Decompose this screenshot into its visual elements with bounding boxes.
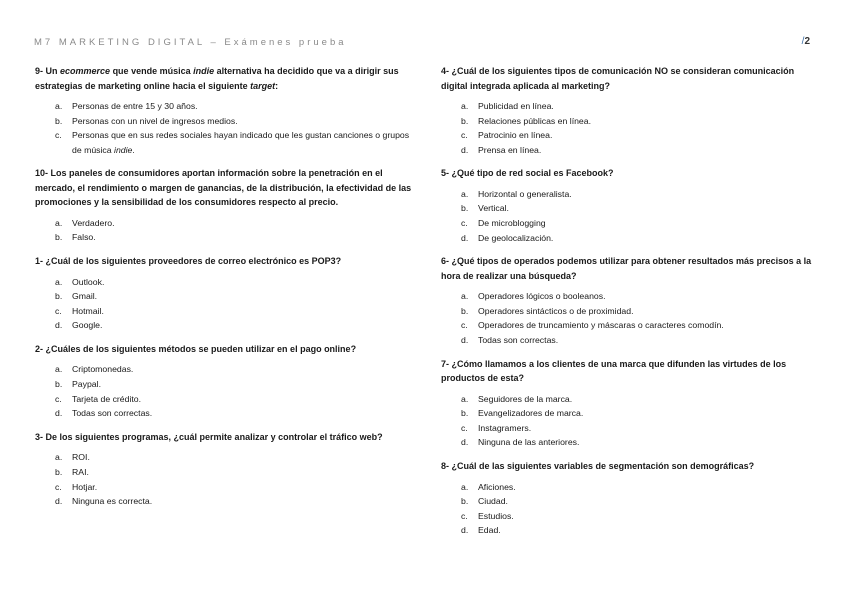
option-text [478, 480, 819, 495]
option-text [72, 128, 413, 157]
text-segment: que vende música [110, 66, 194, 76]
text-segment: RAI. [72, 466, 89, 477]
italic-text: target [250, 80, 276, 91]
text-segment: Ninguna de las anteriores. [478, 437, 580, 448]
text-segment: Hotjar. [72, 481, 98, 492]
option-text [72, 304, 413, 319]
option-item [35, 275, 413, 290]
text-segment: Horizontal o generalista. [478, 188, 572, 199]
question-text [35, 166, 413, 210]
option-letter: c. [55, 130, 62, 141]
option-letter: b. [55, 379, 63, 390]
option-letter: a. [55, 217, 63, 228]
option-letter: a. [461, 393, 469, 404]
text-segment: . [132, 144, 135, 155]
question-text [35, 342, 413, 357]
text-segment: Operadores de truncamiento y máscaras o caracteres comodín. [478, 320, 724, 331]
italic-text: indie [193, 66, 215, 76]
option-letter: a. [55, 364, 63, 375]
text-segment: Personas de entre 15 y 30 años. [72, 101, 198, 111]
page-number [802, 36, 810, 47]
option-letter: b. [461, 115, 469, 126]
text-segment: 7- ¿Cómo llamamos a los clientes de una marca que difunden las virtudes de los productos de esta? [441, 358, 787, 384]
options-list [35, 216, 413, 245]
option-text [478, 114, 819, 129]
option-letter: d. [55, 496, 63, 507]
option-item [35, 362, 413, 377]
options-list [441, 480, 819, 538]
option-item [441, 187, 819, 202]
left-column [35, 64, 413, 518]
text-segment: Patrocinio en línea. [478, 130, 553, 141]
text-segment: Vertical. [478, 203, 509, 214]
options-list [35, 275, 413, 333]
option-text [478, 231, 819, 246]
text-segment: Prensa en línea. [478, 144, 542, 155]
option-item [35, 480, 413, 495]
question-q1 [35, 254, 413, 333]
option-letter: a. [461, 101, 469, 111]
option-item [441, 435, 819, 450]
question-text [441, 166, 819, 181]
text-segment: Publicidad en línea. [478, 101, 554, 111]
option-text [478, 128, 819, 143]
question-q6 [441, 254, 819, 347]
question-q5 [441, 166, 819, 245]
option-text [478, 201, 819, 216]
option-letter: a. [55, 101, 63, 111]
text-segment: Paypal. [72, 379, 101, 390]
options-list [441, 289, 819, 347]
option-text [72, 230, 413, 245]
option-item [441, 216, 819, 231]
text-segment: Operadores sintácticos o de proximidad. [478, 305, 634, 316]
option-text [478, 494, 819, 509]
option-text [72, 392, 413, 407]
option-text [72, 99, 413, 114]
option-letter: d. [461, 335, 469, 346]
option-text [478, 216, 819, 231]
option-item [35, 318, 413, 333]
option-text [478, 318, 819, 333]
text-segment: : [275, 80, 279, 91]
text-segment: 9- Un [35, 66, 61, 76]
option-item [441, 114, 819, 129]
text-segment: Operadores lógicos o booleanos. [478, 291, 606, 302]
text-segment: De microblogging [478, 218, 546, 229]
option-text [478, 304, 819, 319]
option-item [441, 392, 819, 407]
text-segment: 10- Los paneles de consumidores aportan información sobre la penetración en el mercado, el rendimiento o margen de ganancias, de la distribución, la efectividad de las promociones y la sensibilidad de los consumidores respecto al precio. [35, 168, 412, 208]
option-text [478, 99, 819, 114]
question-q4 [441, 64, 819, 157]
question-text [441, 459, 819, 474]
text-segment: Google. [72, 320, 103, 331]
option-text [72, 406, 413, 421]
option-item [35, 377, 413, 392]
option-text [72, 362, 413, 377]
option-text [478, 143, 819, 158]
option-letter: a. [461, 291, 469, 302]
question-text [441, 357, 819, 386]
option-text [478, 406, 819, 421]
option-letter: d. [461, 144, 469, 155]
option-item [441, 509, 819, 524]
option-text [72, 216, 413, 231]
text-segment: Instagramers. [478, 422, 532, 433]
document-header: M7 MARKETING DIGITAL – Exámenes prueba [34, 37, 347, 48]
text-segment: Estudios. [478, 510, 514, 521]
option-item [441, 289, 819, 304]
text-segment: 3- De los siguientes programas, ¿cuál permite analizar y controlar el tráfico web? [35, 431, 383, 442]
option-letter: b. [461, 305, 469, 316]
option-text [478, 435, 819, 450]
option-letter: c. [461, 510, 468, 521]
option-letter: c. [55, 481, 62, 492]
text-segment: Gmail. [72, 291, 98, 302]
question-q10 [35, 166, 413, 245]
option-text [478, 289, 819, 304]
options-list [35, 362, 413, 420]
text-segment: ROI. [72, 452, 90, 463]
option-item [35, 99, 413, 114]
option-text [478, 421, 819, 436]
text-segment: De geolocalización. [478, 232, 554, 243]
option-item [35, 494, 413, 509]
option-letter: b. [55, 466, 63, 477]
text-segment: Hotmail. [72, 305, 104, 316]
question-text [35, 254, 413, 269]
option-letter: b. [461, 496, 469, 507]
option-item [35, 216, 413, 231]
option-item [441, 333, 819, 348]
option-item [441, 143, 819, 158]
text-segment: Verdadero. [72, 217, 115, 228]
text-segment: Falso. [72, 232, 96, 243]
text-segment: 4- ¿Cuál de los siguientes tipos de comunicación NO se consideran comunicación digital integrada aplicada al marketing? [441, 66, 795, 91]
option-letter: d. [461, 525, 469, 536]
options-list [35, 450, 413, 508]
question-q7 [441, 357, 819, 450]
option-item [35, 450, 413, 465]
option-letter: d. [461, 437, 469, 448]
italic-text: indie [114, 144, 133, 155]
question-q8 [441, 459, 819, 538]
options-list [35, 99, 413, 157]
text-segment: Aficiones. [478, 481, 516, 492]
page-number-slash: / [801, 36, 805, 47]
text-segment: Ciudad. [478, 496, 508, 507]
option-letter: d. [55, 408, 63, 419]
question-q2 [35, 342, 413, 421]
option-item [441, 523, 819, 538]
option-item [441, 318, 819, 333]
option-letter: c. [55, 305, 62, 316]
option-letter: c. [461, 218, 468, 229]
option-letter: a. [461, 188, 469, 199]
page-number-value: 2 [804, 36, 810, 47]
question-q3 [35, 430, 413, 509]
option-text [72, 465, 413, 480]
option-text [478, 333, 819, 348]
text-segment: 2- ¿Cuáles de los siguientes métodos se pueden utilizar en el pago online? [35, 343, 357, 354]
option-letter: b. [55, 115, 63, 126]
option-item [35, 289, 413, 304]
question-text [441, 254, 819, 283]
option-item [35, 392, 413, 407]
option-item [441, 304, 819, 319]
text-segment: Edad. [478, 525, 501, 536]
option-item [441, 421, 819, 436]
text-segment: Todas son correctas. [72, 408, 153, 419]
question-text [441, 64, 819, 93]
text-segment: Personas que en sus redes sociales hayan indicado que les gustan canciones o grupos de música [72, 130, 410, 155]
option-text [478, 187, 819, 202]
option-item [35, 230, 413, 245]
option-item [441, 128, 819, 143]
option-letter: c. [461, 320, 468, 331]
italic-text: ecommerce [60, 66, 111, 76]
option-item [35, 114, 413, 129]
option-item [441, 99, 819, 114]
text-segment: Evangelizadores de marca. [478, 408, 584, 419]
option-text [478, 509, 819, 524]
option-text [72, 480, 413, 495]
text-segment: 6- ¿Qué tipos de operados podemos utilizar para obtener resultados más precisos a la hora de realizar una búsqueda? [441, 256, 812, 281]
question-text [35, 64, 413, 93]
option-item [441, 480, 819, 495]
option-item [35, 304, 413, 319]
option-letter: b. [461, 408, 469, 419]
question-q9 [35, 64, 413, 157]
text-segment: 1- ¿Cuál de los siguientes proveedores de correo electrónico es POP3? [35, 256, 342, 267]
text-segment: 5- ¿Qué tipo de red social es Facebook? [441, 168, 614, 179]
right-column [441, 64, 819, 547]
text-segment: Tarjeta de crédito. [72, 393, 142, 404]
text-segment: Todas son correctas. [478, 335, 559, 346]
option-letter: b. [55, 232, 63, 243]
option-letter: b. [461, 203, 469, 214]
option-item [35, 465, 413, 480]
text-segment: Criptomonedas. [72, 364, 134, 375]
option-text [478, 523, 819, 538]
option-letter: a. [55, 276, 63, 287]
option-item [35, 406, 413, 421]
option-text [72, 494, 413, 509]
option-text [72, 450, 413, 465]
option-letter: d. [55, 320, 63, 331]
options-list [441, 99, 819, 157]
option-text [72, 114, 413, 129]
option-letter: a. [55, 452, 63, 463]
option-letter: c. [461, 422, 468, 433]
text-segment: alternativa ha decidido que va a dirigir sus estrategias de marketing online hacia el siguiente [35, 66, 399, 91]
option-text [478, 392, 819, 407]
text-segment: Relaciones públicas en línea. [478, 115, 592, 126]
option-item [441, 231, 819, 246]
text-segment: 8- ¿Cuál de las siguientes variables de segmentación son demográficas? [441, 461, 755, 471]
option-item [35, 128, 413, 157]
options-list [441, 187, 819, 245]
option-text [72, 289, 413, 304]
option-item [441, 494, 819, 509]
option-item [441, 406, 819, 421]
option-letter: b. [55, 291, 63, 302]
text-segment: Ninguna es correcta. [72, 496, 153, 507]
option-text [72, 318, 413, 333]
option-letter: d. [461, 232, 469, 243]
option-text [72, 377, 413, 392]
option-letter: c. [55, 393, 62, 404]
text-segment: Outlook. [72, 276, 105, 287]
question-text [35, 430, 413, 445]
option-item [441, 201, 819, 216]
text-segment: Seguidores de la marca. [478, 393, 573, 404]
options-list [441, 392, 819, 450]
option-text [72, 275, 413, 290]
text-segment: Personas con un nivel de ingresos medios. [72, 115, 238, 126]
option-letter: a. [461, 481, 469, 492]
option-letter: c. [461, 130, 468, 141]
